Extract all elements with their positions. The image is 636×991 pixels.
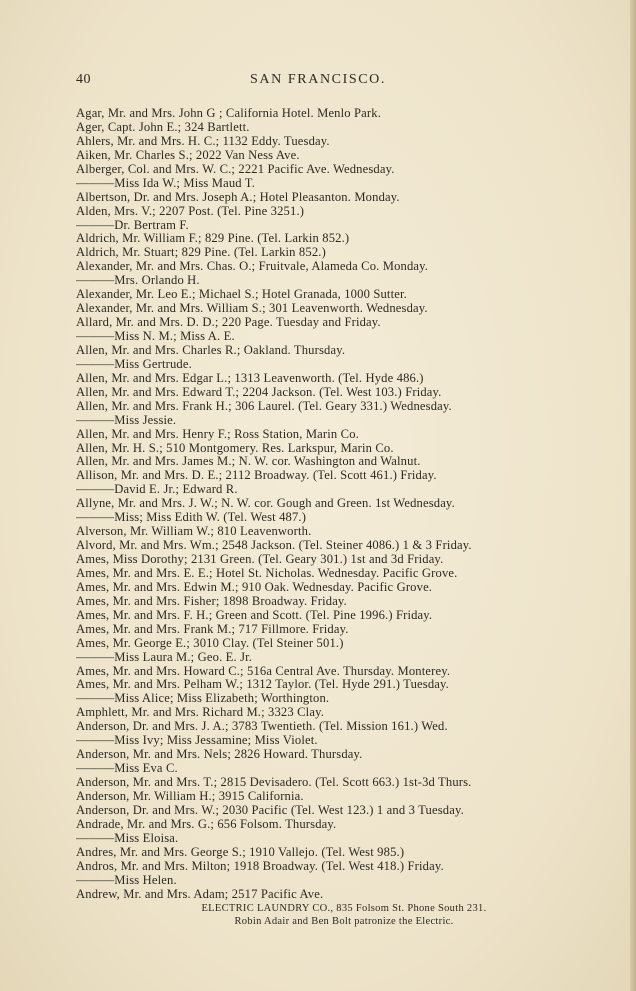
directory-entry: Allison, Mr. and Mrs. D. E.; 2112 Broadway. (Tel. Scott 461.) Friday.	[76, 469, 437, 483]
directory-entry: ———Miss Ida W.; Miss Maud T.	[76, 176, 256, 190]
directory-entry: ———Miss; Miss Edith W. (Tel. West 487.)	[76, 511, 307, 525]
directory-entry: Alexander, Mr. Leo E.; Michael S.; Hotel Granada, 1000 Sutter.	[76, 288, 407, 302]
directory-entry: ———Miss Ivy; Miss Jessamine; Miss Violet.	[76, 734, 318, 748]
directory-entry: Allen, Mr. and Mrs. Henry F.; Ross Station, Marin Co.	[76, 427, 359, 441]
directory-entry: Ames, Miss Dorothy; 2131 Green. (Tel. Geary 301.) 1st and 3d Friday.	[76, 553, 444, 566]
directory-entry: ———Miss Eloisa.	[76, 831, 179, 845]
directory-entry: ———Dr. Bertram F.	[76, 218, 189, 232]
directory-entry: Alexander, Mr. and Mrs. Chas. O.; Fruitvale, Alameda Co. Monday.	[76, 260, 429, 274]
directory-entries	[76, 107, 612, 901]
directory-entry: Aldrich, Mr. Stuart; 829 Pine. (Tel. Larkin 852.)	[76, 246, 326, 260]
page-edge	[630, 0, 636, 991]
directory-entry: Allen, Mr. and Mrs. Charles R.; Oakland. Thursday.	[76, 343, 346, 357]
directory-entry: ———Miss Gertrude.	[76, 357, 192, 371]
footer-ad-line-1: ELECTRIC LAUNDRY CO., 835 Folsom St. Phone South 231.	[201, 903, 487, 914]
directory-entry: Ames, Mr. and Mrs. E. E.; Hotel St. Nicholas. Wednesday. Pacific Grove.	[76, 566, 458, 580]
page-number: 40	[76, 72, 91, 87]
directory-entry: ———David E. Jr.; Edward R.	[76, 483, 238, 497]
page-header	[0, 72, 636, 92]
directory-entry: Alverson, Mr. William W.; 810 Leavenworth.	[76, 525, 312, 539]
directory-entry: Anderson, Mr. and Mrs. Nels; 2826 Howard. Thursday.	[76, 748, 363, 762]
directory-entry: Alberger, Col. and Mrs. W. C.; 2221 Pacific Ave. Wednesday.	[76, 162, 395, 176]
directory-entry: Ames, Mr. and Mrs. Fisher; 1898 Broadway. Friday.	[76, 594, 347, 608]
running-title: SAN FRANCISCO.	[250, 72, 386, 87]
directory-entry: Allen, Mr. H. S.; 510 Montgomery. Res. Larkspur, Marin Co.	[76, 441, 394, 455]
directory-entry: Andrade, Mr. and Mrs. G.; 656 Folsom. Thursday.	[76, 817, 337, 831]
directory-entry: Aldrich, Mr. William F.; 829 Pine. (Tel. Larkin 852.)	[76, 232, 350, 246]
directory-entry: Ames, Mr. and Mrs. F. H.; Green and Scott. (Tel. Pine 1996.) Friday.	[76, 608, 433, 622]
directory-entry: Andros, Mr. and Mrs. Milton; 1918 Broadway. (Tel. West 418.) Friday.	[76, 859, 444, 873]
directory-entry: Andrew, Mr. and Mrs. Adam; 2517 Pacific Ave.	[76, 887, 324, 901]
directory-entry: Ames, Mr. and Mrs. Pelham W.; 1312 Taylor. (Tel. Hyde 291.) Tuesday.	[76, 678, 449, 692]
directory-entry: Allen, Mr. and Mrs. Frank H.; 306 Laurel. (Tel. Geary 331.) Wednesday.	[76, 399, 452, 413]
directory-entry: Alden, Mrs. V.; 2207 Post. (Tel. Pine 3251.)	[76, 204, 305, 218]
directory-entry: Andres, Mr. and Mrs. George S.; 1910 Vallejo. (Tel. West 985.)	[76, 845, 405, 859]
directory-entry: Allard, Mr. and Mrs. D. D.; 220 Page. Tuesday and Friday.	[76, 316, 381, 330]
directory-entry: ———Miss Eva C.	[76, 762, 178, 776]
footer-advertisement	[76, 902, 612, 928]
directory-entry: Amphlett, Mr. and Mrs. Richard M.; 3323 Clay.	[76, 706, 324, 720]
directory-entry: Albertson, Dr. and Mrs. Joseph A.; Hotel Pleasanton. Monday.	[76, 190, 400, 204]
directory-entry: Anderson, Mr. and Mrs. T.; 2815 Devisadero. (Tel. Scott 663.) 1st-3d Thurs.	[76, 776, 472, 789]
directory-entry: Ager, Capt. John E.; 324 Bartlett.	[76, 120, 250, 134]
directory-entry: Ames, Mr. and Mrs. Edwin M.; 910 Oak. Wednesday. Pacific Grove.	[76, 580, 433, 594]
directory-entry: Anderson, Mr. William H.; 3915 California.	[76, 789, 304, 803]
directory-entry: Ames, Mr. and Mrs. Frank M.; 717 Fillmore. Friday.	[76, 622, 349, 636]
directory-entry: Allyne, Mr. and Mrs. J. W.; N. W. cor. Gough and Green. 1st Wednesday.	[76, 497, 455, 511]
directory-entry: Anderson, Dr. and Mrs. J. A.; 3783 Twentieth. (Tel. Mission 161.) Wed.	[76, 720, 448, 734]
directory-entry: ———Miss Helen.	[76, 873, 177, 887]
directory-entry: Allen, Mr. and Mrs. Edward T.; 2204 Jackson. (Tel. West 103.) Friday.	[76, 385, 442, 399]
directory-entry: Ames, Mr. George E.; 3010 Clay. (Tel Steiner 501.)	[76, 636, 344, 650]
directory-entry: Allen, Mr. and Mrs. Edgar L.; 1313 Leavenworth. (Tel. Hyde 486.)	[76, 371, 424, 385]
directory-entry: ———Miss Jessie.	[76, 413, 177, 427]
directory-entry: Agar, Mr. and Mrs. John G ; California Hotel. Menlo Park.	[76, 107, 382, 120]
directory-entry: Anderson, Dr. and Mrs. W.; 2030 Pacific (Tel. West 123.) 1 and 3 Tuesday.	[76, 803, 464, 817]
directory-entry: Alvord, Mr. and Mrs. Wm.; 2548 Jackson. (Tel. Steiner 4086.) 1 & 3 Friday.	[76, 539, 472, 553]
footer-ad-line-2: Robin Adair and Ben Bolt patronize the Electric.	[234, 916, 454, 927]
directory-entry: Aiken, Mr. Charles S.; 2022 Van Ness Ave.	[76, 148, 300, 162]
directory-entry: Alexander, Mr. and Mrs. William S.; 301 Leavenworth. Wednesday.	[76, 302, 428, 316]
directory-entry: ———Miss Laura M.; Geo. E. Jr.	[76, 650, 253, 664]
directory-entry: Ahlers, Mr. and Mrs. H. C.; 1132 Eddy. Tuesday.	[76, 134, 330, 148]
directory-entry: ———Miss N. M.; Miss A. E.	[76, 330, 235, 343]
directory-entry: ———Mrs. Orlando H.	[76, 274, 200, 288]
directory-entry: Allen, Mr. and Mrs. James M.; N. W. cor. Washington and Walnut.	[76, 455, 421, 469]
directory-entry: ———Miss Alice; Miss Elizabeth; Worthington.	[76, 692, 330, 706]
directory-entry: Ames, Mr. and Mrs. Howard C.; 516a Central Ave. Thursday. Monterey.	[76, 664, 451, 678]
